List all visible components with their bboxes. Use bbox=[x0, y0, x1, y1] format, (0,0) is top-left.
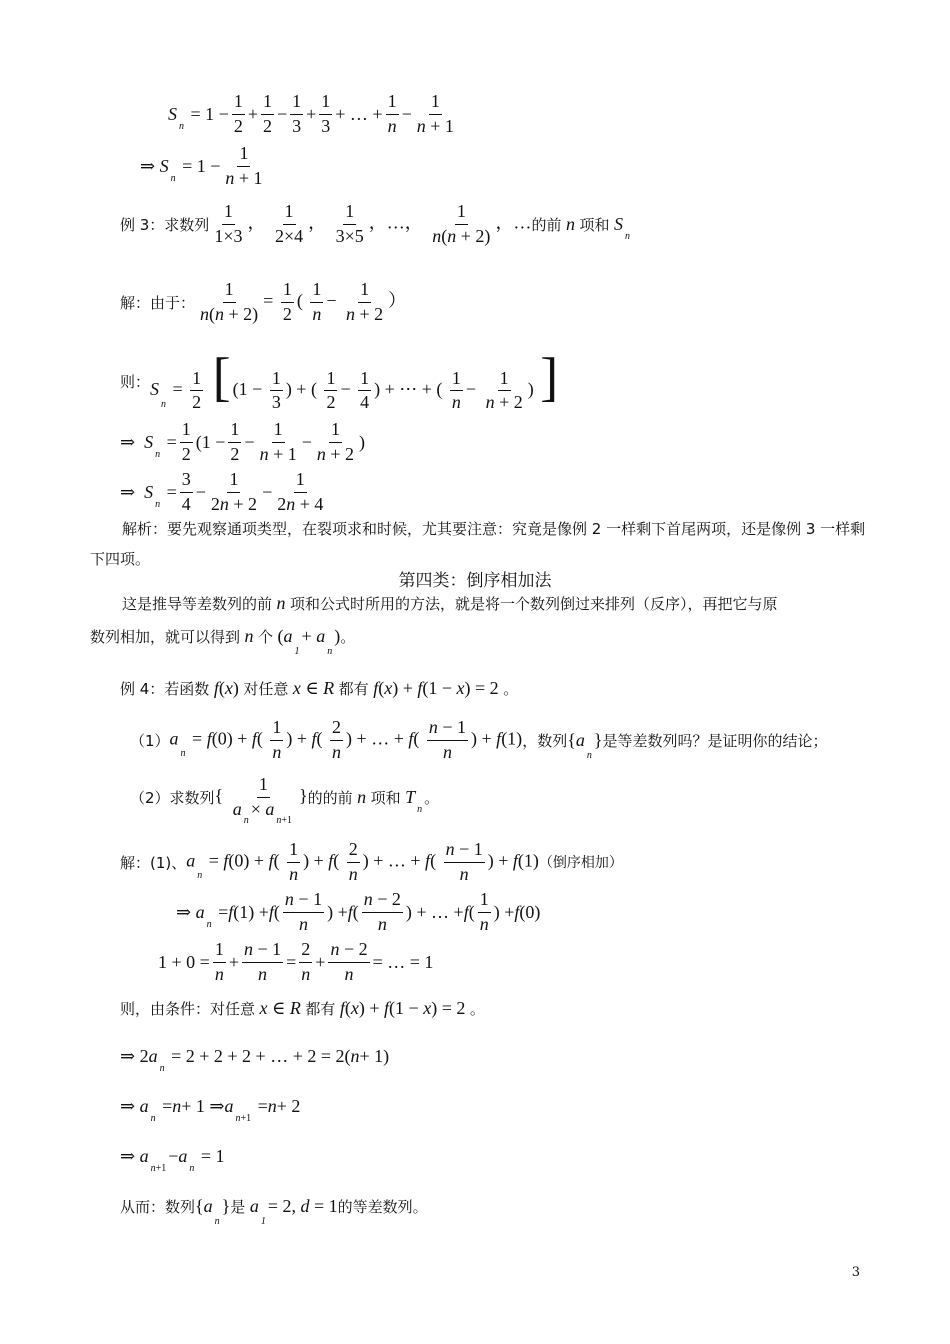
section-4-intro-line-2: 数列相加，就可以得到 n 个 $(a_1+ a_n)$ 。 bbox=[90, 626, 356, 657]
example-3-step-1: ⇒ S n = $\frac{1}{2}$ (1 − $\frac{1}{2}$ − $\frac{1}{n + 1}$ − $\frac{1}{n + 2}$ ) bbox=[120, 419, 366, 464]
example-4-step-an: ⇒ a n = n + 1 ⇒ a n+1 = n + 2 bbox=[120, 1096, 301, 1124]
example-3-step-2: ⇒ S n = $\frac{3}{4}$ − $\frac{1}{2n + 2}$ − $\frac{1}{2n + 4}$ bbox=[120, 469, 324, 514]
example-4-part-2: （2）求数列 { $\frac{1}{a_n\times a_{n+1}}$ } 的的前 n 项和 T n 。 bbox=[130, 774, 440, 826]
example-4-conclusion: 从而：数列 $\{a_n\}$ 是 $a_1= 2$, d = 1 的等差数列。 bbox=[120, 1196, 428, 1227]
example-3-sum-expansion: 则： $S_n$ = $\frac{1}{2}$ [ (1 − $\frac{1}{3}$ ) + ( $\frac{1}{2}$ − $\frac{1}{4}$ ) + ⋯ + ( $\frac{1}{n}$ − $\frac{1}{n + 2}$ ) ] bbox=[120, 347, 559, 413]
example-4-statement: 例 4：若函数 f(x) 对任意 x ∈ R 都有 f(x) + f(1 − x) = 2 。 bbox=[120, 678, 519, 698]
example-3-statement: 例 3：求数列 $\frac{1}{1\times 3}$ ， $\frac{1}{2\times 4}$ ， $\frac{1}{3\times 5}$ ，…， $\frac{1}{n(n + 2)}$ ，… 的前 n 项和 S n bbox=[120, 201, 630, 246]
example-3-solution: 解：由于： $\frac{1}{n(n + 2)}$ = $\frac{1}{2}$ ( $\frac{1}{n}$ − $\frac{1}{n + 2}$ ） bbox=[120, 279, 407, 324]
section-4-intro-line-1: 这是推导等差数列的前 n 项和公式时所用的方法，就是将一个数列倒过来排列（反序），再把它与原 bbox=[122, 593, 778, 613]
example-4-step-sum: ⇒ 2 a n = 2 + 2 + 2 + … + 2 = 2( n + 1) bbox=[120, 1046, 390, 1074]
example-4-part-1: （1） $a_n = f(0) + f$( $\frac{1}{n}$ ) + f( $\frac{2}{n}$ ) + … + f( $\frac{n - 1}{n}$ ) + f(1) ，数列 $\{a_n\}$ 是等差数列吗？是证明你的结论； bbox=[130, 717, 828, 762]
example-4-solution-line-2: ⇒ a n = f (1) + f ( $\frac{n - 1}{n}$ ) + f ( $\frac{n - 2}{n}$ ) + … + f ( $\frac{1}{n}$ ) + f (0) bbox=[176, 889, 541, 934]
section-4-title: 第四类：倒序相加法 bbox=[398, 571, 552, 591]
sum-result-line: ⇒ S n = 1 − $\frac{1}{n + 1}$ bbox=[140, 143, 263, 188]
example-4-solution-line-1: 解：(1)、 $a_n = f(0) + f$( $\frac{1}{n}$ ) + f( $\frac{2}{n}$ ) + … + f( $\frac{n - 1}{n}$ ) + f(1) （倒序相加） bbox=[120, 839, 623, 884]
example-4-solution-line-3: 1 + 0 = $\frac{1}{n}$ + $\frac{n - 1}{n}$ = $\frac{2}{n}$ + $\frac{n - 2}{n}$ = … = 1 bbox=[158, 939, 434, 984]
sum-telescoping-line: S n = 1 − $\frac{1}{2}$ + $\frac{1}{2}$ − $\frac{1}{3}$ + $\frac{1}{3}$ + … + $\frac{1}{n}$ − $\frac{1}{n + 1}$ bbox=[168, 91, 454, 136]
example-4-step-diff: ⇒ a n+1 − a n = 1 bbox=[120, 1146, 225, 1174]
page-number: 3 bbox=[851, 1265, 860, 1280]
example-3-analysis: 解析：要先观察通项类型，在裂项求和时候，尤其要注意：究竟是像例 2 一样剩下首尾两项，还是像例 3 一样剩下四项。 bbox=[90, 520, 866, 568]
example-4-condition: 则，由条件：对任意 x ∈ R 都有 f(x) + f(1 − x) = 2 。 bbox=[120, 998, 485, 1018]
